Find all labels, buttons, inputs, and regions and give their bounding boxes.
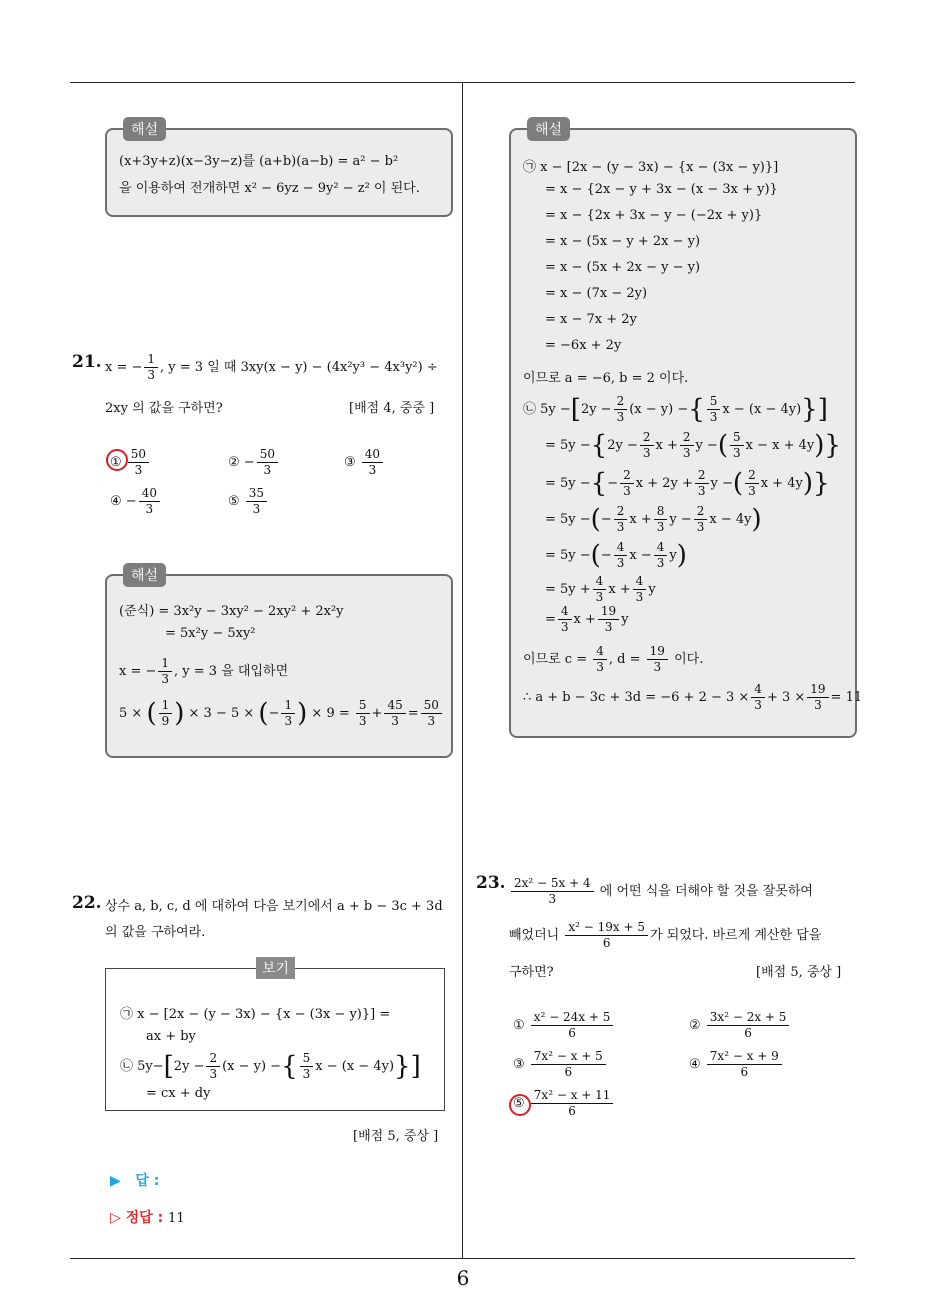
correct-answer-mark (106, 449, 128, 471)
solution-tag: 해설 (527, 117, 570, 141)
solution-line: = x − (5x + 2x − y − y) (545, 260, 701, 275)
choice-4[interactable]: ④ − $\frac{40}{3}$ (110, 486, 162, 517)
question-text: 2xy 의 값을 구하면? (105, 401, 223, 416)
solution-line: = $\frac{4}{3}$ x + $\frac{19}{3}$ y (545, 604, 629, 634)
solution-tag: 해설 (123, 117, 166, 141)
question-text: 의 값을 구하여라. (105, 925, 206, 940)
choice-2[interactable]: ② $\frac{\text{3x² − 2x + 5}}{6}$ (689, 1010, 791, 1041)
choice-3[interactable]: ③ $\frac{\text{7x² − x + 5}}{6}$ (513, 1049, 608, 1080)
solution-line: (준식) = 3x²y − 3xy² − 2xy² + 2x²y (119, 604, 344, 619)
solution-tag: 해설 (123, 563, 166, 587)
solution-line: 5 × ( $\frac{1}{9}$ ) × 3 − 5 × (− $\frac{1}{3}$ ) × 9 = $\frac{5}{3}$ + $\frac{45}{3}$ = $\frac{50}{3}$ (119, 698, 444, 729)
question-text: 빼었더니 $\frac{\text{x² − 19x + 5}}{6}$ 가 되었다. 바르게 계산한 답을 (509, 920, 822, 950)
solution-line: = x − (5x − y + 2x − y) (545, 234, 701, 249)
score-label: [배점 5, 중상 ] (353, 1129, 439, 1144)
example-line: ㉠ x − [2x − (y − 3x) − {x − (3x − y)}] = (120, 1007, 391, 1022)
correct-answer-label: ▷ 정답 : 11 (110, 1210, 185, 1226)
answer-label: ▶ 답 : (110, 1173, 160, 1189)
bottom-rule (70, 1258, 855, 1259)
example-box (105, 961, 445, 1111)
solution-line: (x+3y+z)(x−3y−z)를 (a+b)(a−b) = a² − b² (119, 154, 399, 169)
solution-box-21 (105, 568, 453, 758)
score-label: [배점 5, 중상 ] (756, 965, 842, 980)
solution-line: 이므로 c = $\frac{4}{3}$ , d = $\frac{19}{3}$ 이다. (523, 644, 704, 674)
solution-line: = x − {2x + 3x − y − (−2x + y)} (545, 208, 763, 223)
question-number: 22. (72, 893, 102, 913)
question-text: 구하면? (509, 965, 554, 980)
solution-line: = 5y −(− $\frac{4}{3}$ x − $\frac{4}{3}$ y) (545, 540, 687, 571)
solution-line: = 5x²y − 5xy² (165, 626, 256, 641)
correct-answer-mark (509, 1094, 531, 1116)
example-line: = cx + dy (146, 1086, 211, 1101)
choice-1[interactable]: ① $\frac{\text{x² − 24x + 5}}{6}$ (513, 1010, 615, 1041)
question-number: 23. (476, 873, 506, 893)
choice-5[interactable]: ⑤ $\frac{\text{7x² − x + 11}}{6}$ (513, 1088, 615, 1119)
solution-line: = 5y −{− $\frac{2}{3}$ x + 2y + $\frac{2}{3}$ y −( $\frac{2}{3}$ x + 4y)} (545, 468, 830, 499)
question-number: 21. (72, 352, 102, 372)
example-line: ㉡ 5y−[2y − $\frac{2}{3}$ (x − y) −{ $\frac{5}{3}$ x − (x − 4y)}] (120, 1051, 421, 1082)
choice-3[interactable]: ③ $\frac{40}{3}$ (344, 447, 385, 478)
solution-line: ㉡ 5y −[2y − $\frac{2}{3}$ (x − y) −{ $\frac{5}{3}$ x − (x − 4y)}] (523, 394, 828, 425)
page-number: 6 (456, 1266, 470, 1290)
score-label: [배점 4, 중중 ] (349, 401, 435, 416)
solution-line: 을 이용하여 전개하면 x² − 6yz − 9y² − z² 이 된다. (119, 181, 420, 196)
solution-box-20 (105, 122, 453, 217)
example-line: ax + by (146, 1029, 196, 1044)
column-divider (462, 82, 463, 1258)
solution-line: = 5y −(− $\frac{2}{3}$ x + $\frac{8}{3}$ y − $\frac{2}{3}$ x − 4y) (545, 504, 762, 535)
solution-line: ㉠ x − [2x − (y − 3x) − {x − (3x − y)}] (523, 160, 779, 175)
solution-line: = x − 7x + 2y (545, 312, 637, 327)
question-text: 상수 a, b, c, d 에 대하여 다음 보기에서 a + b − 3c + 3d (105, 899, 443, 914)
choice-5[interactable]: ⑤ $\frac{35}{3}$ (228, 486, 269, 517)
question-text: $\frac{\text{2x² − 5x + 4}}{3}$ 에 어떤 식을 더해야 할 것을 잘못하여 (509, 876, 813, 907)
solution-line: = x − {2x − y + 3x − (x − 3x + y)} (545, 182, 778, 197)
solution-box-22 (509, 122, 863, 738)
solution-line: ∴ a + b − 3c + 3d = −6 + 2 − 3 × $\frac{4}{3}$ + 3 × $\frac{19}{3}$ = 11 (523, 682, 863, 712)
example-tag: 보기 (256, 957, 295, 979)
solution-line: = x − (7x − 2y) (545, 286, 648, 301)
choice-2[interactable]: ② − $\frac{50}{3}$ (228, 447, 280, 478)
choice-4[interactable]: ④ $\frac{\text{7x² − x + 9}}{6}$ (689, 1049, 784, 1080)
fraction: $\frac{1}{3}$ (144, 352, 158, 383)
solution-line: x = − $\frac{1}{3}$ , y = 3 을 대입하면 (119, 656, 289, 686)
choice-1[interactable]: ① $\frac{50}{3}$ (110, 447, 151, 478)
question-text: x = − $\frac{1}{3}$ , y = 3 일 때 3xy(x − y) − (4x²y³ − 4x³y²) ÷ (105, 352, 438, 382)
solution-line: = 5y −{2y − $\frac{2}{3}$ x + $\frac{2}{3}$ y −( $\frac{5}{3}$ x − x + 4y)} (545, 430, 841, 461)
solution-line: = 5y + $\frac{4}{3}$ x + $\frac{4}{3}$ y (545, 574, 656, 604)
solution-line: = −6x + 2y (545, 338, 622, 353)
solution-line: 이므로 a = −6, b = 2 이다. (523, 371, 689, 386)
